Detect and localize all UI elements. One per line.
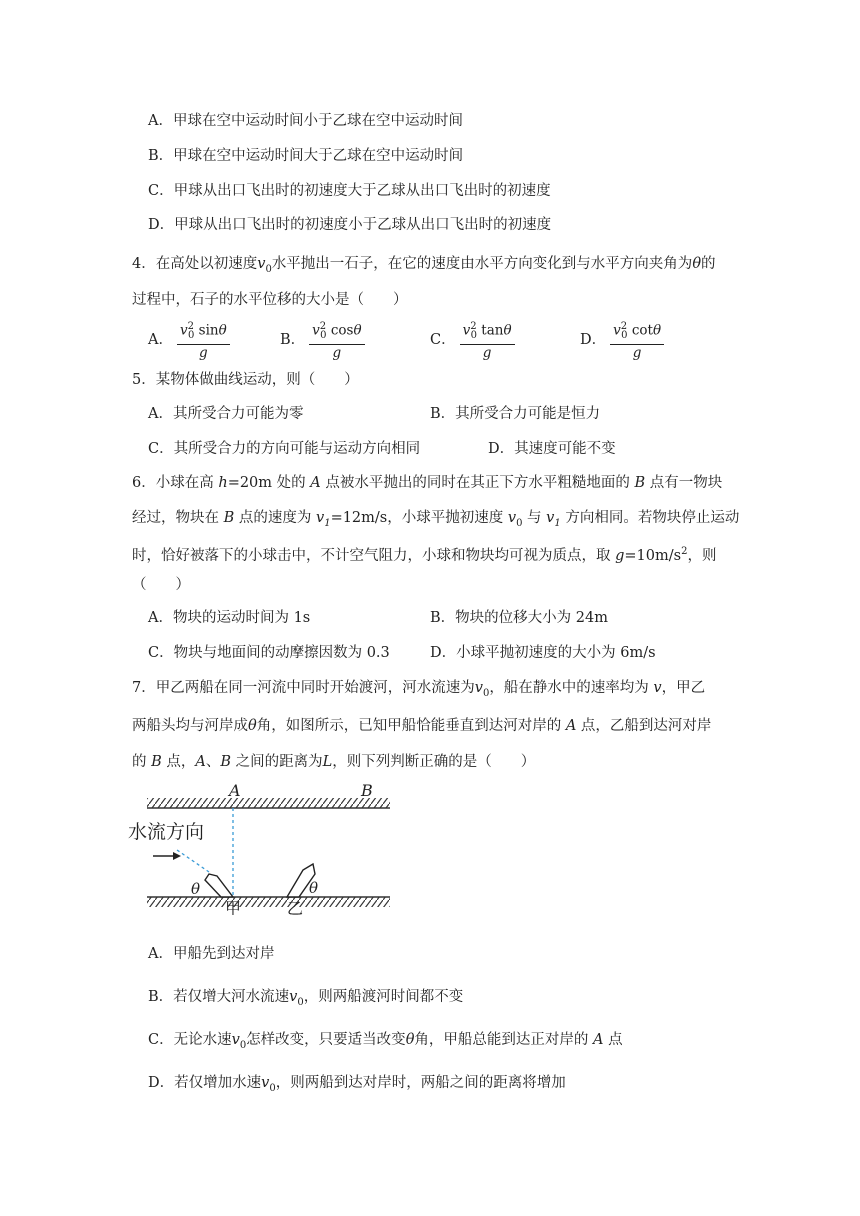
- q7-stem-line2: 两船头均与河岸成θ角，如图所示，已知甲船恰能垂直到达河对岸的 A 点，乙船到达河对岸: [132, 718, 712, 734]
- q3-option-b: B．甲球在空中运动时间大于乙球在空中运动时间: [148, 148, 464, 164]
- flow-direction-label: 水流方向: [128, 821, 205, 843]
- q3-option-d: D．甲球从出口飞出时的初速度小于乙球从出口飞出时的初速度: [148, 217, 552, 233]
- river-diagram: [125, 780, 405, 915]
- q6-stem-line3: 时，恰好被落下的小球击中，不计空气阻力，小球和物块均可视为质点，取 $g=10m/s^2$，则: [132, 546, 717, 564]
- q3-option-a: A．甲球在空中运动时间小于乙球在空中运动时间: [148, 113, 463, 129]
- q7-stem-line3: 的 B 点，A、B 之间的距离为L，则下列判断正确的是（ ）: [132, 754, 536, 770]
- boat-jia-label: 甲: [225, 899, 242, 915]
- point-b-label: B: [361, 781, 373, 800]
- top-bank-hatch: [147, 798, 390, 808]
- q4-stem-line1: 4．在高处以初速度$v_0$水平抛出一石子，在它的速度由水平方向变化到与水平方向夹角为θ的: [132, 256, 716, 275]
- point-a-label: A: [229, 781, 241, 800]
- q7-option-c: C．无论水速$v_0$怎样改变，只要适当改变θ角，甲船总能到达正对岸的 A 点: [148, 1032, 623, 1051]
- theta-yi: θ: [309, 879, 319, 897]
- q6-option-c: C．物块与地面间的动摩擦因数为 0.3: [148, 645, 390, 661]
- q5-stem: 5．某物体做曲线运动，则（ ）: [132, 372, 359, 388]
- q6-stem-line4: （ ）: [132, 577, 190, 593]
- q5-option-b: B．其所受合力可能是恒力: [430, 406, 601, 422]
- q4-stem-line2: 过程中，石子的水平位移的大小是（ ）: [132, 292, 408, 308]
- q5-option-d: D．其速度可能不变: [488, 441, 616, 457]
- q7-option-d: D．若仅增加水速$v_0$，则两船到达对岸时，两船之间的距离将增加: [148, 1075, 566, 1094]
- boat-jia: [205, 874, 233, 897]
- q7-option-b: B．若仅增大河水流速$v_0$，则两船渡河时间都不变: [148, 989, 464, 1008]
- q4-option-d: D． $\frac{v^2_0 \cot\theta}{g}$: [580, 318, 664, 362]
- q7-stem-line1: 7．甲乙两船在同一河流中同时开始渡河，河水流速为$v_0$，船在静水中的速率均为 v，甲乙: [132, 680, 706, 699]
- q4-option-a: A． $\frac{v^2_0 \sin\theta}{g}$: [148, 318, 230, 362]
- q6-stem-line2: 经过，物块在 B 点的速度为 $v_1=12m/s$，小球平抛初速度 $v_0$ 与 $v_1$ 方向相同。若物块停止运动: [132, 510, 740, 529]
- q6-option-b: B．物块的位移大小为 24m: [430, 610, 608, 626]
- q6-option-d: D．小球平抛初速度的大小为 6m/s: [430, 645, 656, 661]
- jia-heading-dashed-line: [177, 850, 209, 872]
- q3-option-c: C．甲球从出口飞出时的初速度大于乙球从出口飞出时的初速度: [148, 183, 551, 199]
- q7-option-a: A．甲船先到达对岸: [148, 946, 275, 962]
- q5-option-a: A．其所受合力可能为零: [148, 406, 304, 422]
- theta-jia: θ: [191, 880, 201, 898]
- q5-option-c: C．其所受合力的方向可能与运动方向相同: [148, 441, 421, 457]
- bottom-bank-hatch: [147, 897, 390, 907]
- q6-option-a: A．物块的运动时间为 1s: [148, 610, 311, 626]
- flow-arrowhead: [173, 852, 181, 860]
- q6-stem-line1: 6．小球在高 h=20m 处的 A 点被水平抛出的同时在其正下方水平粗糙地面的 B 点有一物块: [132, 475, 723, 491]
- boat-yi-label: 乙: [287, 899, 304, 915]
- q4-option-b: B． $\frac{v^2_0 \cos\theta}{g}$: [280, 318, 365, 362]
- q4-option-c: C． $\frac{v^2_0 \tan\theta}{g}$: [430, 318, 515, 362]
